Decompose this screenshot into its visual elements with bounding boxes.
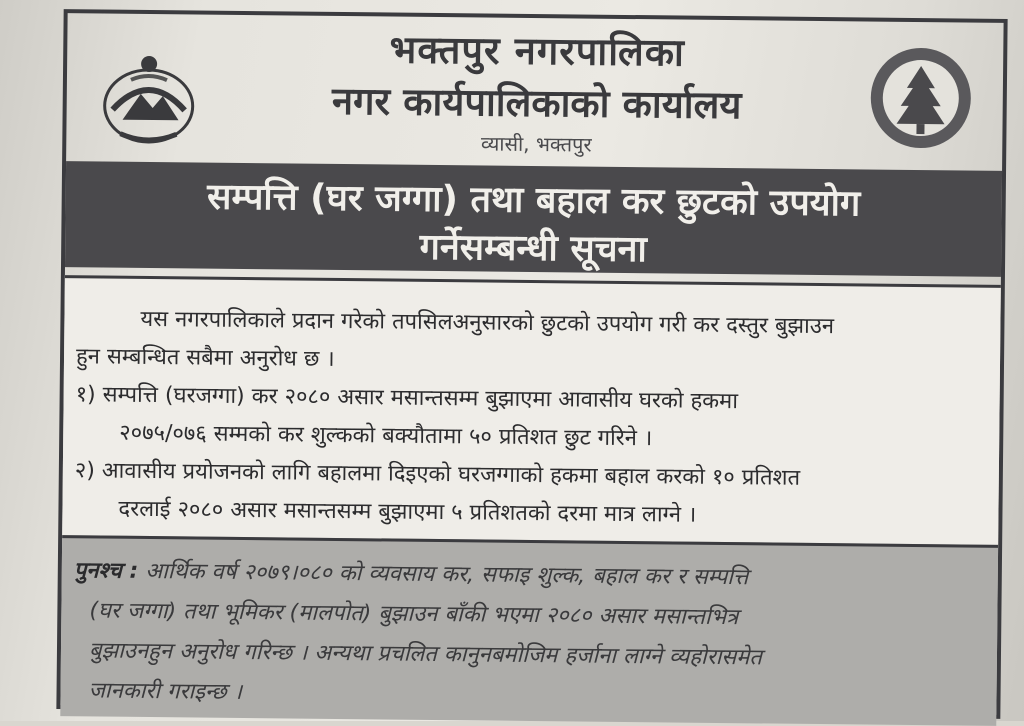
subject-line-2: गर्नेसम्बन्धी सूचना	[419, 226, 648, 271]
notice-subject-banner	[65, 161, 1002, 277]
item-2-line-2: दरलाई २०८० असार मसान्तसम्म बुझाएमा ५ प्रतिशतको दरमा मात्र लाग्ने ।	[118, 496, 697, 528]
postscript-line-1-text: आर्थिक वर्ष २०७९।०८० को व्यवसाय कर, सफाइ शुल्क, बहाल कर र सम्पत्ति	[145, 558, 749, 591]
subject-line-1: सम्पत्ति (घर जग्गा) तथा बहाल कर छुटको उपयोग	[206, 176, 861, 225]
bhaktapur-municipality-seal-icon	[866, 43, 975, 152]
postscript-section	[60, 535, 998, 726]
notice-header	[66, 13, 1003, 163]
postscript-line-2: (घर जग्गा) तथा भूमिकर (मालपोत) बुझाउन बाँकी भएमा २०८० असार मसान्तभित्र	[89, 598, 739, 631]
intro-line-1: यस नगरपालिकाले प्रदान गरेको तपसिलअनुसारको छुटको उपयोग गरी कर दस्तुर बुझाउन	[140, 306, 835, 340]
item-1-line-2: २०७५/०७६ सम्मको कर शुल्कको बक्यौतामा ५० प्रतिशत छुट गरिने ।	[119, 420, 653, 452]
postscript-line-4: जानकारी गराइन्छ ।	[88, 678, 243, 705]
notice-body	[62, 275, 1001, 548]
item-1-line-1: १) सम्पत्ति (घरजग्गा) कर २०८० असार मसान्तसम्म बुझाएमा आवासीय घरको हकमा	[75, 382, 739, 415]
postscript-line-1	[74, 554, 749, 591]
postscript-line-3: बुझाउनहुन अनुरोध गरिन्छ । अन्यथा प्रचलित कानुनबमोजिम हर्जाना लाग्ने व्यहोरासमेत	[88, 638, 763, 671]
postscript-label: पुनश्च :	[73, 558, 139, 584]
public-notice	[56, 9, 1007, 719]
municipality-title: भक्तपुर नगरपालिका	[389, 27, 686, 75]
item-2-line-1: २) आवासीय प्रयोजनको लागि बहालमा दिइएको घरजग्गाको हकमा बहाल करको १० प्रतिशत	[74, 458, 801, 491]
intro-line-2: हुन सम्बन्धित सबैमा अनुरोध छ ।	[75, 344, 335, 372]
nepal-government-emblem-icon	[100, 49, 197, 146]
office-title: नगर कार्यपालिकाको कार्यालय	[331, 78, 742, 128]
office-address: व्यासी, भक्तपुर	[480, 131, 592, 157]
